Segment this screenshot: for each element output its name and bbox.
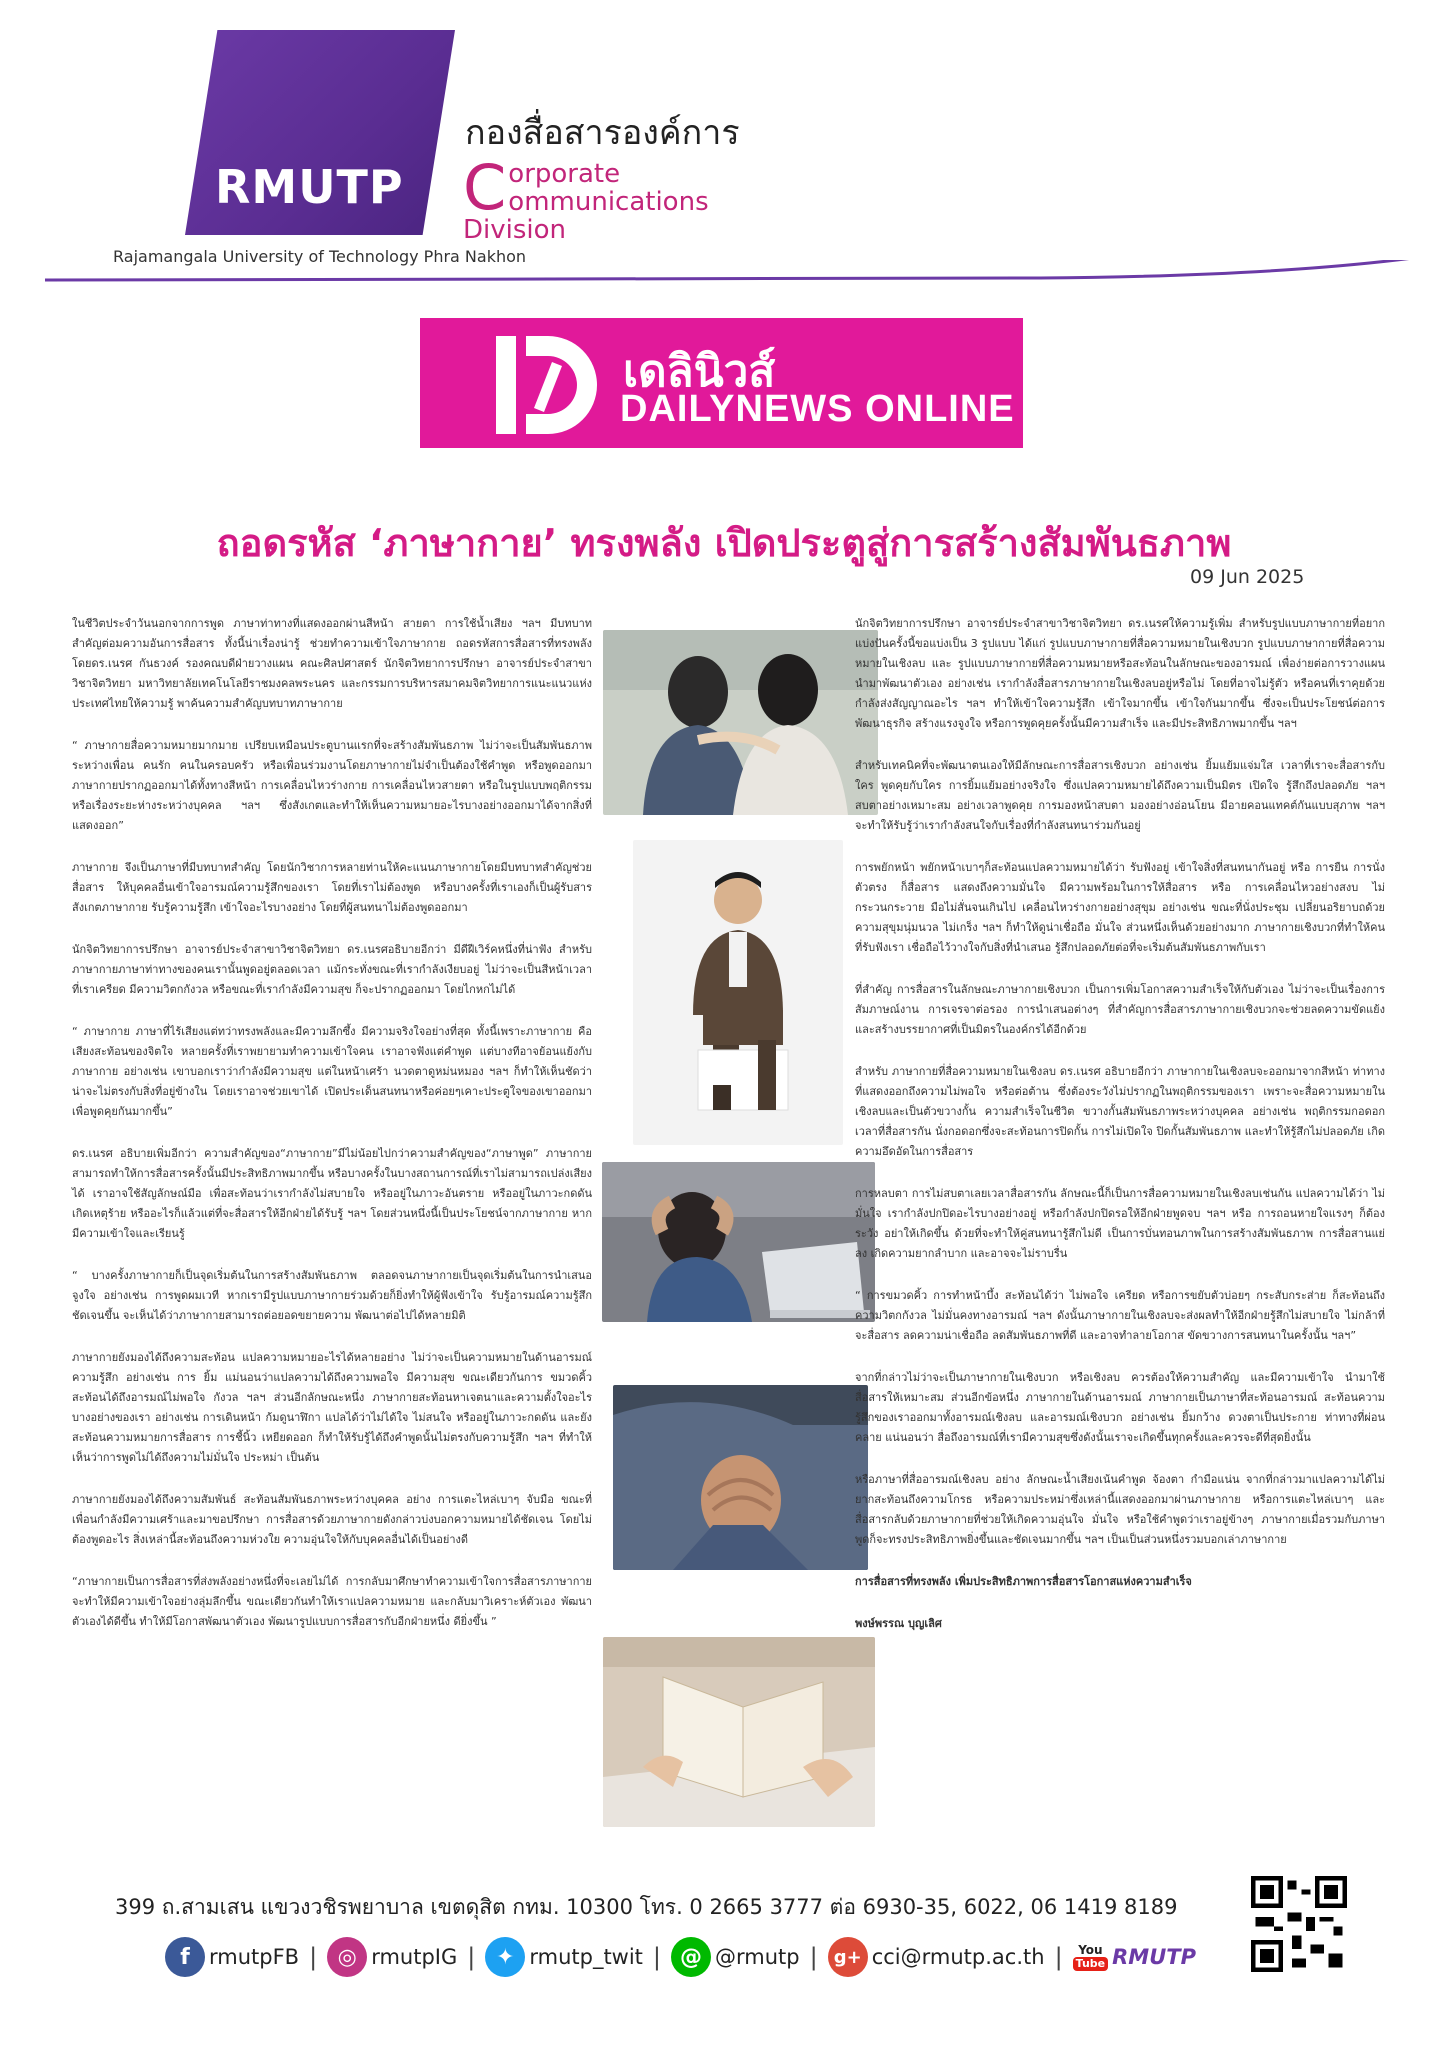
social-email[interactable]	[828, 1937, 1045, 1977]
left-paragraph: ในชีวิตประจำวันนอกจากการพูด ภาษาท่าทางที่แสดงออกผ่านสีหน้า สายตา การใช้น้ำเสียง ฯลฯ มีบทบาทสำคัญต่อมความอันการสื่อสาร ทั้งนี้น่าเรื่องน่ารู้ ช่วยทำความเข้าใจภาษากาย ถอดรหัสการสื่อสารที่ทรงพลัง โดยดร.เนรศ กันธวงค์ รองคณบดีฝ่ายวางแผน คณะศิลปศาสตร์ นักจิตวิทยาการปรึกษา อาจารย์ประจำสาขาวิชาจิตวิทยา มหาวิทยาลัยเทคโนโลยีราชมงคลพระนคร และกรรมการบริหารสมาคมจิตวิทยาการแนะแนวแห่งประเทศไทยให้ความรู้ พาค้นความสำคัญบทบาทภาษากาย	[72, 617, 592, 710]
right-paragraph: จากที่กล่าวไม่ว่าจะเป็นภาษากายในเชิงบวก หรือเชิงลบ ควรต้องให้ความสำคัญ และมีความเข้าใจ นำมาใช้สื่อสารให้เหมาะสม ส่วนอีกข้อหนึ่ง ภาษากายในด้านอารมณ์ ภาษากายเป็นภาษาที่สะท้อนอารมณ์ สะท้อนความรู้สึกของเราออกมาทั้งอารมณ์เชิงลบ และอารมณ์เชิงบวก อย่างเช่น ยิ้มกว้าง ดวงตาเป็นประกาย ท่าทางที่ผ่อนคลาย แน่นอนว่า สื่อถึงอารมณ์ที่เรามีความสุขซึ่งดังนั้นเราจะเกิดขึ้นทุกครั้งและควรจะดีที่สุดยิ่งนั้น	[855, 1371, 1385, 1444]
right-paragraph: การหลบตา การไม่สบตาเลยเวลาสื่อสารกัน ลักษณะนี้ก็เป็นการสื่อความหมายในเชิงลบเช่นกัน แปลความได้ว่า ไม่มั่นใจ เรากำลังปกปิดอะไรบางอย่างอยู่ หรือกำลังปกปิดรอให้อีกฝ่ายพูดจบ ฯลฯ หรือ การถอนหายใจแรงๆ ก็ต้องระวัง อย่าให้เกิดขึ้น ด้วยที่จะทำให้คู่สนทนารู้สึกไม่ดี เป็นการบั่นทอนภาพในการสร้างสัมพันธภาพ การสื่อสานแย่ลง เกิดความยากลำบาก และอาจจะไม่ราบรื่น	[855, 1187, 1385, 1260]
footer-address: 399 ถ.สามเสน แขวงวชิรพยาบาล เขตดุสิต กทม. 10300 โทร. 0 2665 3777 ต่อ 6930-35, 6022, 06 1419 8189	[115, 1895, 1178, 1919]
right-paragraph: “ การขมวดคิ้ว การทำหน้าบึ้ง สะท้อนได้ว่า ไม่พอใจ เครียด หรือการขยับตัวบ่อยๆ กระสับกระส่าย ก็สะท้อนถึงความวิตกกังวล ไม่มั่นคงทางอารมณ์ ฯลฯ ดังนั้นภาษากายในเชิงลบจะส่งผลทำให้อีกฝ่ายรู้สึกไม่สบายใจ ไม่กล้าที่จะสื่อสาร ลดความน่าเชื่อถือ ลดสัมพันธภาพที่ดี และอาจทำลายโอกาส ขัดขวางการสนทนาในครั้งนั้น ฯลฯ”	[855, 1289, 1385, 1342]
twitter-icon: ✦	[485, 1937, 525, 1977]
article-left-column	[72, 614, 592, 1654]
photo-expert-seated	[633, 840, 843, 1145]
social-instagram[interactable]	[327, 1937, 457, 1977]
left-paragraph: “ ภาษากาย ภาษาที่ไร้เสียงแต่ทว่าทรงพลังและมีความลึกซึ้ง มีความจริงใจอย่างที่สุด ทั้งนี้เพราะภาษากาย คือเสียงสะท้อนของจิตใจ หลายครั้งที่เราพยายามทำความเข้าใจคน เราอาจฟังแต่คำพูด แต่บางทีอาจย้อนแย้งกับภาษากาย อย่างเช่น เขาบอกเราว่ากำลังมีความสุข แต่ในหน้าเศร้า นวดตาดูหม่นหมอง ฯลฯ ก็ทำให้เห็นชัดว่าน่าจะไม่ตรงกับสิ่งที่อยู่ข้างใน โดยเราอาจช่วยเขาได้ เปิดประเด็นสนทนาหรือค่อยๆเคาะประตูใจของเขาออกมา เพื่อพูดคุยกันมากขึ้น”	[72, 1025, 592, 1118]
social-twitter[interactable]	[485, 1937, 643, 1977]
social-label: cci@rmutp.ac.th	[871, 1945, 1045, 1969]
article-title: ถอดรหัส ‘ภาษากาย’ ทรงพลัง เปิดประตูสู่การสร้างสัมพันธภาพ	[216, 521, 1232, 565]
social-label: rmutpIG	[371, 1945, 458, 1969]
divider: |	[467, 1943, 476, 1971]
left-paragraph: “ภาษากายเป็นการสื่อสารที่ส่งพลังอย่างหนึ่งที่จะเลยไม่ได้ การกลับมาศึกษาทำความเข้าใจการสื่อสารภาษากาย จะทำให้มีความเข้าใจอย่างลุ่มลึกขึ้น ขณะเดียวกันทำให้เราแปลความหมาย และกลับมาวิเคราะห์ตัวเอง พัฒนาตัวเองได้ดีขึ้น ทำให้มีโอกาสพัฒนาตัวเอง พัฒนารูปแบบการสื่อสารกับอีกฝ่ายหนึ่ง ดียิ่งขึ้น ”	[72, 1575, 592, 1628]
photo-reading-book	[603, 1637, 875, 1827]
right-paragraph: สำหรับเทคนิคที่จะพัฒนาตนเองให้มีลักษณะการสื่อสารเชิงบวก อย่างเช่น ยิ้มแย้มแจ่มใส เวลาที่เราจะสื่อสารกับใคร พูดคุยกับใคร การยิ้มแย้มอย่างจริงใจ ซึ่งแปลความหมายได้ถึงความเป็นมิตร เปิดใจ รู้สึกถึงปลอดภัย ฯลฯ สบตาอย่างเหมาะสม อย่างเวลาพูดคุย การมองหน้าสบตา มองอย่างอ่อนโยน มีอายคอนแทคต์กันแบบสุภาพ ฯลฯ จะทำให้รับรู้ว่าเรากำลังสนใจกับเรื่องที่กำลังสนทนาร่วมกันอยู่	[855, 759, 1385, 832]
right-paragraph-highlight: การสื่อสารที่ทรงพลัง เพิ่มประสิทธิภาพการสื่อสารโอกาสแห่งความสำเร็จ	[855, 1575, 1192, 1588]
right-paragraph: ที่สำคัญ การสื่อสารในลักษณะภาษากายเชิงบวก เป็นการเพิ่มโอกาสความสำเร็จให้กับตัวเอง ไม่ว่าจะเป็นเรื่องการสัมภาษณ์งาน การเจรจาต่อรอง การนำเสนอต่างๆ ที่สำคัญการสื่อสารภาษากายเชิงบวกจะช่วยลดความขัดแย้ง และสร้างบรรยากาศที่เป็นมิตรในองค์กรได้อีกด้วย	[855, 983, 1385, 1036]
left-paragraph: ภาษากายยังมองได้ถึงความสัมพันธ์ สะท้อนสัมพันธภาพระหว่างบุคคล อย่าง การแตะไหล่เบาๆ จับมือ ขณะที่เพื่อนกำลังมีความเศร้าและมาขอปรึกษา การสื่อสารด้วยภาษากายดังกล่าวบ่งบอกความหมายได้ชัดเจน โดยไม่ต้องพูดอะไร สิ่งเหล่านี้สะท้อนถึงความห่วงใย ความอุ่นใจให้กับบุคคลอื่นได้เป็นอย่างดี	[72, 1493, 592, 1546]
division-name-english	[463, 151, 775, 245]
social-label: rmutp_twit	[529, 1945, 643, 1969]
youtube-icon	[1073, 1943, 1108, 1971]
left-paragraph: “ บางครั้งภาษากายก็เป็นจุดเริ่มต้นในการสร้างสัมพันธภาพ ตลอดจนภาษากายเป็นจุดเริ่มต้นในการนำเสนอ จูงใจ อย่างเช่น การพูดผมเวที หากเรามีรูปแบบภาษากายร่วมด้วยก็ยิ่งทำให้ผู้ฟังเข้าใจ รับรู้อารมณ์ความรู้สึกชัดเจนขึ้น จะเห็นได้ว่าภาษากายสามารถต่อยอดขยายความ พัฒนาต่อไปได้หลายมิติ	[72, 1269, 592, 1322]
youtube-you-text: You	[1078, 1943, 1103, 1957]
dailynews-thai-title: เดลินิวส์	[623, 346, 776, 397]
right-paragraph: นักจิตวิทยาการปรึกษา อาจารย์ประจำสาขาวิชาจิตวิทยา ดร.เนรศให้ความรู้เพิ่ม สำหรับรูปแบบภาษากายที่อยากแบ่งปันครั้งนี้ขอแบ่งเป็น 3 รูปแบบ ได้แก่ รูปแบบภาษากายที่สื่อความหมายในเชิงบวก รูปแบบภาษากายที่สื่อความหมายในเชิงลบ และ รูปแบบภาษากายที่สื่อความหมายหรือสะท้อนในลักษณะของอารมณ์ เพื่อง่ายต่อการวางแผน นำมาพัฒนาตัวเอง อย่างเช่น เรากำลังสื่อสารภาษากายในเชิงลบอยู่หรือไม่ โดยที่อาจไม่รู้ตัว หรือคนที่เราคุยด้วยกำลังส่งสัญญาณอะไร ฯลฯ ทำให้เข้าใจความรู้สึก เข้าใจมากขึ้น เข้าใจกันมากขึ้น ซึ่งจะเป็นประโยชน์ต่อการพัฒนาธุรกิจ สร้างแรงจูงใจ หรือการพูดคุยครั้งนั้นมีความสำเร็จ และมีประสิทธิภาพมากขึ้น ฯลฯ	[855, 617, 1385, 730]
left-paragraph: ดร.เนรศ อธิบายเพิ่มอีกว่า ความสำคัญของ“ภาษากาย”มีไม่น้อยไปกว่าความสำคัญของ“ภาษาพูด” ภาษากายสามารถทำให้การสื่อสารครั้งนั้นมีประสิทธิภาพมากขึ้น หรือบางครั้งในบางสถานการณ์ที่เราไม่สามารถเปล่งเสียงได้ เราอาจใช้สัญลักษณ์มือ เพื่อสะท้อนว่าเรากำลังไม่สบายใจ หรืออยู่ในภาวะอันตราย หรืออยู่ในภาวะกดดัน เกิดเหตุร้าย หรืออะไรก็แล้วแต่ที่จะสื่อสารให้อีกฝ่ายได้รับรู้ ฯลฯ โดยส่วนหนึ่งนี้เป็นประโยชน์จากภาษากาย หากมีความเข้าใจและเรียนรู้	[72, 1147, 592, 1240]
article-date: 09 Jun 2025	[1190, 566, 1305, 588]
header	[0, 0, 1448, 300]
youtube-tube-text: Tube	[1073, 1957, 1108, 1971]
social-youtube[interactable]	[1073, 1943, 1196, 1971]
left-paragraph: ภาษากาย จึงเป็นภาษาที่มีบทบาทสำคัญ โดยนักวิชาการหลายท่านให้คะแนนภาษากายโดยมีบทบาทสำคัญช่วยสื่อสาร ให้บุคคลอื่นเข้าใจอารมณ์ความรู้สึกของเรา โดยที่เราไม่ต้องพูด หรือบางครั้งที่เราเองก็เป็นผู้รับสาร สังเกตภาษากาย รับรู้ความรู้สึก เข้าใจอะไรบางอย่าง โดยที่ผู้สนทนาไม่ต้องพูดออกมา	[72, 861, 592, 914]
dailynews-english-title: DAILYNEWS ONLINE	[620, 388, 1015, 430]
divider: |	[1054, 1943, 1063, 1971]
division-initial: C	[463, 151, 507, 224]
social-label: RMUTP	[1112, 1945, 1196, 1969]
dailynews-logo-icon	[490, 330, 600, 440]
social-line[interactable]	[671, 1937, 800, 1977]
divider: |	[652, 1943, 662, 1971]
org-name-thai: กองสื่อสารองค์การ	[465, 113, 740, 153]
instagram-icon: ◎	[327, 1937, 367, 1977]
dailynews-banner	[420, 318, 1023, 448]
university-name: Rajamangala University of Technology Phra Nakhon	[113, 247, 527, 266]
photo-clasped-hands	[613, 1385, 868, 1570]
division-line-1: orporate	[508, 159, 621, 189]
divider: |	[809, 1943, 818, 1971]
social-label: rmutpFB	[209, 1945, 300, 1969]
right-paragraph: หรือภาษาที่สื่ออารมณ์เชิงลบ อย่าง ลักษณะน้ำเสียงเน้นคำพูด จ้องตา กำมือแน่น จากที่กล่าวมาแปลความได้ไม่ยากสะท้อนถึงความโกรธ หรือความประหม่าซึ่งเหล่านี้แสดงออกมาผ่านภาษากาย หรือการแตะไหล่เบาๆ และสื่อสารกลับด้วยภาษากายที่ช่วยให้เกิดความอุ่นใจ มั่นใจ หรือใช้คำพูดว่าเราอยู่ข้างๆ ภาษากายเมื่อรวมกับภาษาพูดก็จะทรงประสิทธิภาพยิ่งขึ้นและชัดเจนมากขึ้น ฯลฯ เป็นเป็นส่วนหนึ่งรวมบอกเล่าภาษากาย	[855, 1473, 1385, 1546]
article-right-column	[855, 614, 1385, 1656]
left-paragraph: นักจิตวิทยาการปรึกษา อาจารย์ประจำสาขาวิชาจิตวิทยา ดร.เนรศอธิบายอีกว่า มีดีฝีเวิร์คหนึ่งที่น่าฟัง สำหรับภาษากายภาษาท่าทางของคนเรานั้นพูดอยู่ตลอดเวลา แม้กระทั่งขณะที่เรากำลังเงียบอยู่ ไม่ว่าจะเป็นสีหน้าเวลาที่เราเครียด มีความวิตกกังวล หรือขณะที่เรากำลังมีความสุข ก็จะปรากฏออกมา โดยไกหกไม่ได้	[72, 943, 592, 996]
division-line-2: ommunications Division	[463, 187, 709, 245]
photo-two-women-back	[603, 630, 878, 815]
article-author: พงษ์พรรณ บุญเลิศ	[855, 1617, 942, 1630]
line-icon: @	[671, 1937, 711, 1977]
header-swoosh	[40, 260, 1440, 300]
social-facebook[interactable]	[165, 1937, 299, 1977]
rmutp-logo-text: RMUTP	[215, 160, 404, 214]
qr-code-icon[interactable]	[1251, 1876, 1347, 1972]
right-paragraph: สำหรับ ภาษากายที่สื่อความหมายในเชิงลบ ดร.เนรศ อธิบายอีกว่า ภาษากายในเชิงลบจะออกมาจากสีหน้า ท่าทางที่แสดงออกถึงความไม่พอใจ หรือต่อต้าน ซึ่งต้องระวังไม่ปรากฏในพฤติกรรมของเรา เพราะจะสื่อความหมายในเชิงลบและเป็นตัวขวางกั้น ความสำเร็จในชีวิต ขวางกั้นสัมพันธภาพระหว่างบุคคล อย่างเช่น พฤติกรรมกอดอก เวลาที่สื่อสารกัน นั่งกอดอกซึ่งจะสะท้อนการปิดกั้น การไม่เปิดใจ ปิดกั้นสัมพันธภาพ และทำให้รู้สึกไม่ปลอดภัย เกิดความอึดอัดในการสื่อสาร	[855, 1065, 1385, 1158]
left-paragraph: “ ภาษากายสื่อความหมายมากมาย เปรียบเหมือนประตูบานแรกที่จะสร้างสัมพันธภาพ ไม่ว่าจะเป็นสัมพันธภาพระหว่างเพื่อน คนรัก คนในครอบครัว หรือเพื่อนร่วมงานโดยภาษากายไม่จำเป็นต้องใช้คำพูด หรือพูดออกมา ภาษากายปรากฏออกมาได้ทั้งทางสีหน้า การเคลื่อนไหวร่างกาย การเคลื่อนไหวสายตา หรือในรูปแบบพฤติกรรม หรือเรื่องระยะห่างระหว่างบุคคล ฯลฯ ซึ่งสังเกตและทำให้เห็นความหมายอะไรบางอย่างออกมาได้จากสิ่งที่แสดงออก”	[72, 739, 592, 832]
email-icon: g+	[828, 1937, 868, 1977]
social-links-row	[165, 1932, 1196, 1982]
left-paragraph: ภาษากายยังมองได้ถึงความสะท้อน แปลความหมายอะไรได้หลายอย่าง ไม่ว่าจะเป็นความหมายในด้านอารมณ์ความรู้สึก อย่างเช่น การ ยิ้ม แม่นอนว่าแปลความได้ถึงความพอใจ มีความสุข ขณะเดียวกันการ ขมวดคิ้ว สะท้อนได้ถึงอารมณ์ไม่พอใจ กังวล ฯลฯ ส่วนอีกลักษณะหนึ่ง ภาษากายสะท้อนหาเจตนาและความตั้งใจอะไรบางอย่างของเรา อย่างเช่น การเดินหน้า ก้มดูนาฬิกา แปลได้ว่าไม่ได้ใจ ไม่สนใจ หรืออยู่ในภาวะกดดัน และยังสะท้อนความหมายการสื่อสาร การชี้นิ้ว เหยียดออก ก็ทำให้รับรู้ได้ถึงคำพูดนั้นไม่ตรงกับความรู้สึก ฯลฯ ที่ทำให้เห็นว่าการพูดไม่ได้ถึงความไม่มั่นใจ ประหม่า เป็นต้น	[72, 1351, 592, 1464]
social-label: @rmutp	[715, 1945, 800, 1969]
right-paragraph: การพยักหน้า พยักหน้าเบาๆก็สะท้อนแปลความหมายได้ว่า รับฟังอยู่ เข้าใจสิ่งที่สนทนากันอยู่ หรือ การยืน การนั่งตัวตรง ก็สื่อสาร แสดงถึงความมั่นใจ มีความพร้อมในการให้สื่อสาร หรือ การเคลื่อนไหวอย่างสงบ ไม่กระวนกระวาย มือไม่สั่นจนเกินไป เคลื่อนไหวร่างกายอย่างสุขุม อย่างเช่น ขณะที่นั่งประชุม เปลี่ยนอริยาบถด้วยความสุขุมนุ่มนวล ไม่เกร็ง ฯลฯ ก็ทำให้ดูน่าเชื่อถือ มั่นใจ ส่วนหนึ่งเห็นด้วยอย่างมาก ภาษากายเชิงบวกที่ทำให้คนที่รับฟังเรา เชื่อถือไว้วางใจกับสิ่งที่นำเสนอ รู้สึกปลอดภัยต่อที่จะเริ่มต้นสัมพันธภาพกับเรา	[855, 861, 1385, 954]
divider: |	[309, 1943, 318, 1971]
facebook-icon: f	[165, 1937, 205, 1977]
photo-stressed-man-laptop	[602, 1162, 875, 1322]
